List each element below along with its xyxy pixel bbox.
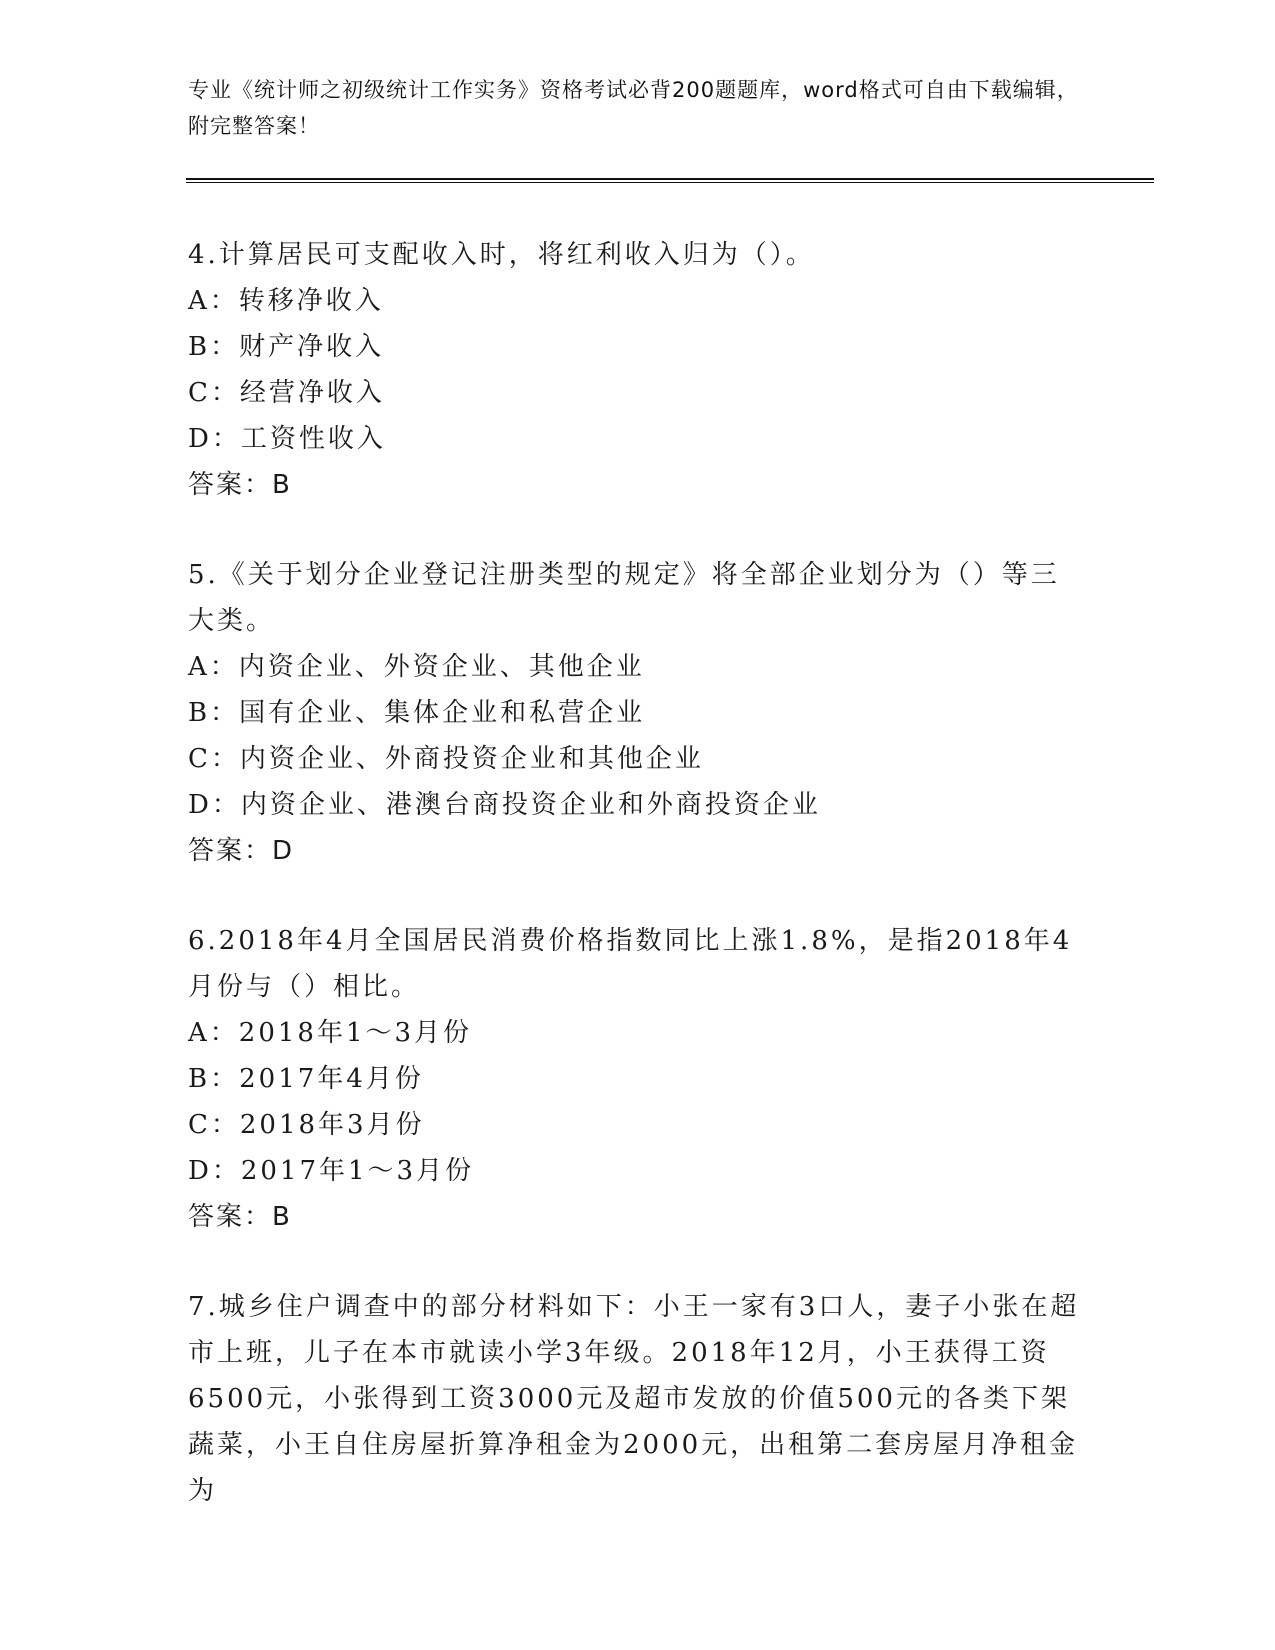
option-d: D：内资企业、港澳台商投资企业和外商投资企业 <box>188 790 821 820</box>
option-a: A：内资企业、外资企业、其他企业 <box>188 652 645 682</box>
option-c: C：经营净收入 <box>188 378 385 408</box>
option-d: D：2017年1～3月份 <box>188 1156 475 1186</box>
question-7 <box>188 1284 1088 1514</box>
answer-line: 答案：B <box>188 470 292 500</box>
option-a: A：2018年1～3月份 <box>188 1018 473 1048</box>
question-stem: 4.计算居民可支配收入时，将红利收入归为（）。 <box>188 240 815 270</box>
option-c: C：内资企业、外商投资企业和其他企业 <box>188 744 704 774</box>
option-b: B：2017年4月份 <box>188 1064 424 1094</box>
question-6 <box>188 918 1088 1240</box>
question-5 <box>188 552 1088 874</box>
option-a: A：转移净收入 <box>188 286 384 316</box>
question-stem: 5.《关于划分企业登记注册类型的规定》将全部企业划分为（）等三大类。 <box>188 560 1060 636</box>
question-4 <box>188 232 1088 508</box>
answer-line: 答案：D <box>188 836 295 866</box>
option-c: C：2018年3月份 <box>188 1110 425 1140</box>
header-text: 专业《统计师之初级统计工作实务》资格考试必背200题题库，word格式可自由下载编辑，附完整答案！ <box>188 78 1079 138</box>
option-b: B：财产净收入 <box>188 332 385 362</box>
option-d: D：工资性收入 <box>188 424 386 454</box>
answer-line: 答案：B <box>188 1202 292 1232</box>
question-stem: 7.城乡住户调查中的部分材料如下：小王一家有3口人，妻子小张在超市上班，儿子在本市就读小学3年级。2018年12月，小王获得工资6500元，小张得到工资3000元及超市发放的价值500元的各类下架蔬菜，小王自住房屋折算净租金为2000元，出租第二套房屋月净租金为 <box>188 1292 1080 1506</box>
question-list <box>188 232 1088 1558</box>
option-b: B：国有企业、集体企业和私营企业 <box>188 698 646 728</box>
question-stem: 6.2018年4月全国居民消费价格指数同比上涨1.8%，是指2018年4月份与（）相比。 <box>188 926 1073 1002</box>
document-header <box>188 72 1088 144</box>
header-divider <box>186 178 1154 183</box>
